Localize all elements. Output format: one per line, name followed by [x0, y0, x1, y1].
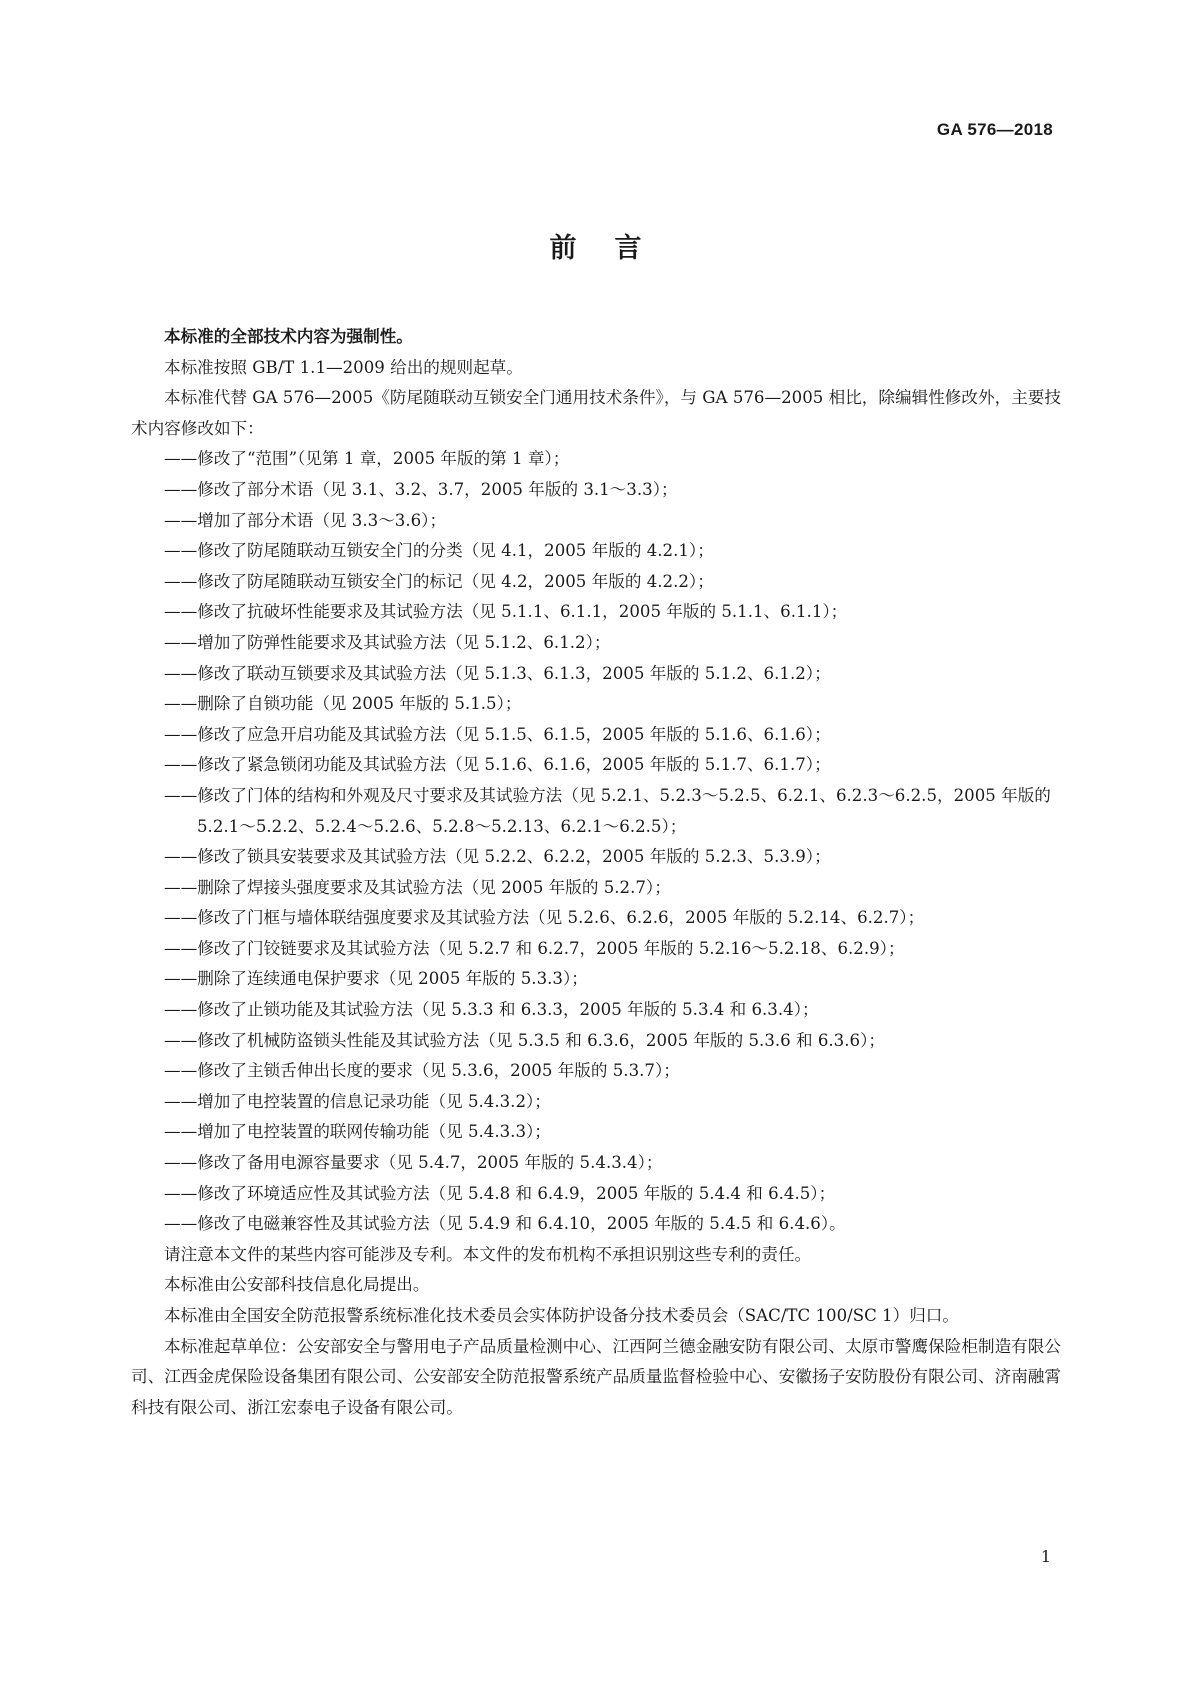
paragraph-drafting-rules: 本标准按照 GB/T 1.1—2009 给出的规则起草。 — [164, 357, 523, 377]
list-item: ——增加了电控装置的信息记录功能（见 5.4.3.2）； — [164, 1091, 551, 1111]
list-item: ——修改了“范围”（见第 1 章，2005 年版的第 1 章）； — [164, 449, 570, 469]
list-item: ——修改了止锁功能及其试验方法（见 5.3.3 和 6.3.3，2005 年版的 5.3.4 和 6.3.4）； — [164, 1000, 819, 1020]
document-body — [131, 322, 1061, 1423]
list-item: ——修改了门铰链要求及其试验方法（见 5.2.7 和 6.2.7，2005 年版的 5.2.16～5.2.18、6.2.9）； — [164, 938, 905, 958]
list-item: ——增加了电控装置的联网传输功能（见 5.4.3.3）； — [164, 1122, 551, 1142]
list-item: ——修改了防尾随联动互锁安全门的标记（见 4.2，2005 年版的 4.2.2）； — [164, 571, 714, 591]
list-item: ——修改了环境适应性及其试验方法（见 5.4.8 和 6.4.9，2005 年版的 5.4.4 和 6.4.5）； — [164, 1183, 836, 1203]
change-list — [131, 444, 1061, 1239]
paragraph-patent-notice: 请注意本文件的某些内容可能涉及专利。本文件的发布机构不承担识别这些专利的责任。 — [164, 1244, 812, 1264]
list-item: ——修改了联动互锁要求及其试验方法（见 5.1.3、6.1.3，2005 年版的 5.1.2、6.1.2）； — [164, 663, 831, 683]
list-item: ——删除了自锁功能（见 2005 年版的 5.1.5）； — [164, 694, 522, 714]
page-title: 前言 — [549, 233, 680, 264]
list-item: ——增加了部分术语（见 3.3～3.6）； — [164, 510, 447, 530]
paragraph-mandatory: 本标准的全部技术内容为强制性。 — [164, 327, 413, 346]
list-item: ——修改了门框与墙体联结强度要求及其试验方法（见 5.2.6、6.2.6，2005 年版的 5.2.14、6.2.7）； — [164, 908, 925, 928]
list-item: ——修改了抗破坏性能要求及其试验方法（见 5.1.1、6.1.1，2005 年版的 5.1.1、6.1.1）； — [164, 602, 848, 622]
list-item: ——修改了锁具安装要求及其试验方法（见 5.2.2、6.2.2，2005 年版的 5.2.3、5.3.9）； — [164, 847, 831, 867]
list-item: ——修改了紧急锁闭功能及其试验方法（见 5.1.6、6.1.6，2005 年版的 5.1.7、6.1.7）； — [164, 755, 831, 775]
list-item: ——修改了机械防盗锁头性能及其试验方法（见 5.3.5 和 6.3.6，2005 年版的 5.3.6 和 6.3.6）； — [164, 1030, 885, 1050]
list-item: ——修改了应急开启功能及其试验方法（见 5.1.5、6.1.5，2005 年版的 5.1.6、6.1.6）； — [164, 724, 831, 744]
list-item: ——修改了防尾随联动互锁安全门的分类（见 4.1，2005 年版的 4.2.1）； — [164, 541, 714, 561]
list-item: ——修改了备用电源容量要求（见 5.4.7，2005 年版的 5.4.3.4）； — [164, 1153, 663, 1173]
page-number: 1 — [1040, 1547, 1051, 1566]
list-item: ——修改了电磁兼容性及其试验方法（见 5.4.9 和 6.4.10，2005 年版的 5.4.5 和 6.4.6）。 — [164, 1214, 846, 1234]
list-item: ——修改了主锁舌伸出长度的要求（见 5.3.6，2005 年版的 5.3.7）； — [164, 1061, 680, 1081]
paragraph-replaces: 本标准代替 GA 576—2005《防尾随联动互锁安全门通用技术条件》，与 GA 576—2005 相比，除编辑性修改外，主要技术内容修改如下： — [131, 388, 1061, 438]
list-item: ——修改了部分术语（见 3.1、3.2、3.7，2005 年版的 3.1～3.3）； — [164, 479, 678, 499]
list-item: ——删除了焊接头强度要求及其试验方法（见 2005 年版的 5.2.7）； — [164, 877, 671, 897]
list-item: ——删除了连续通电保护要求（见 2005 年版的 5.3.3）； — [164, 969, 588, 989]
paragraph-drafting-units: 本标准起草单位：公安部安全与警用电子产品质量检测中心、江西阿兰德金融安防有限公司、太原市警鹰保险柜制造有限公司、江西金虎保险设备集团有限公司、公安部安全防范报警系统产品质量监督检验中心、安徽扬子安防股份有限公司、济南融霄科技有限公司、浙江宏泰电子设备有限公司。 — [131, 1336, 1061, 1417]
paragraph-committee: 本标准由全国安全防范报警系统标准化技术委员会实体防护设备分技术委员会（SAC/TC 100/SC 1）归口。 — [164, 1306, 959, 1325]
paragraph-proposer: 本标准由公安部科技信息化局提出。 — [164, 1275, 430, 1295]
standard-code: GA 576—2018 — [936, 120, 1053, 139]
list-item: ——增加了防弹性能要求及其试验方法（见 5.1.2、6.1.2）； — [164, 632, 611, 652]
list-item: ——修改了门体的结构和外观及尺寸要求及其试验方法（见 5.2.1、5.2.3～5.2.5、6.2.1、6.2.3～6.2.5，2005 年版的 5.2.1～5.2.2、5.2.4～5.2.6、5.2.8～5.2.13、6.2.1～6.2.5）； — [164, 785, 1051, 836]
